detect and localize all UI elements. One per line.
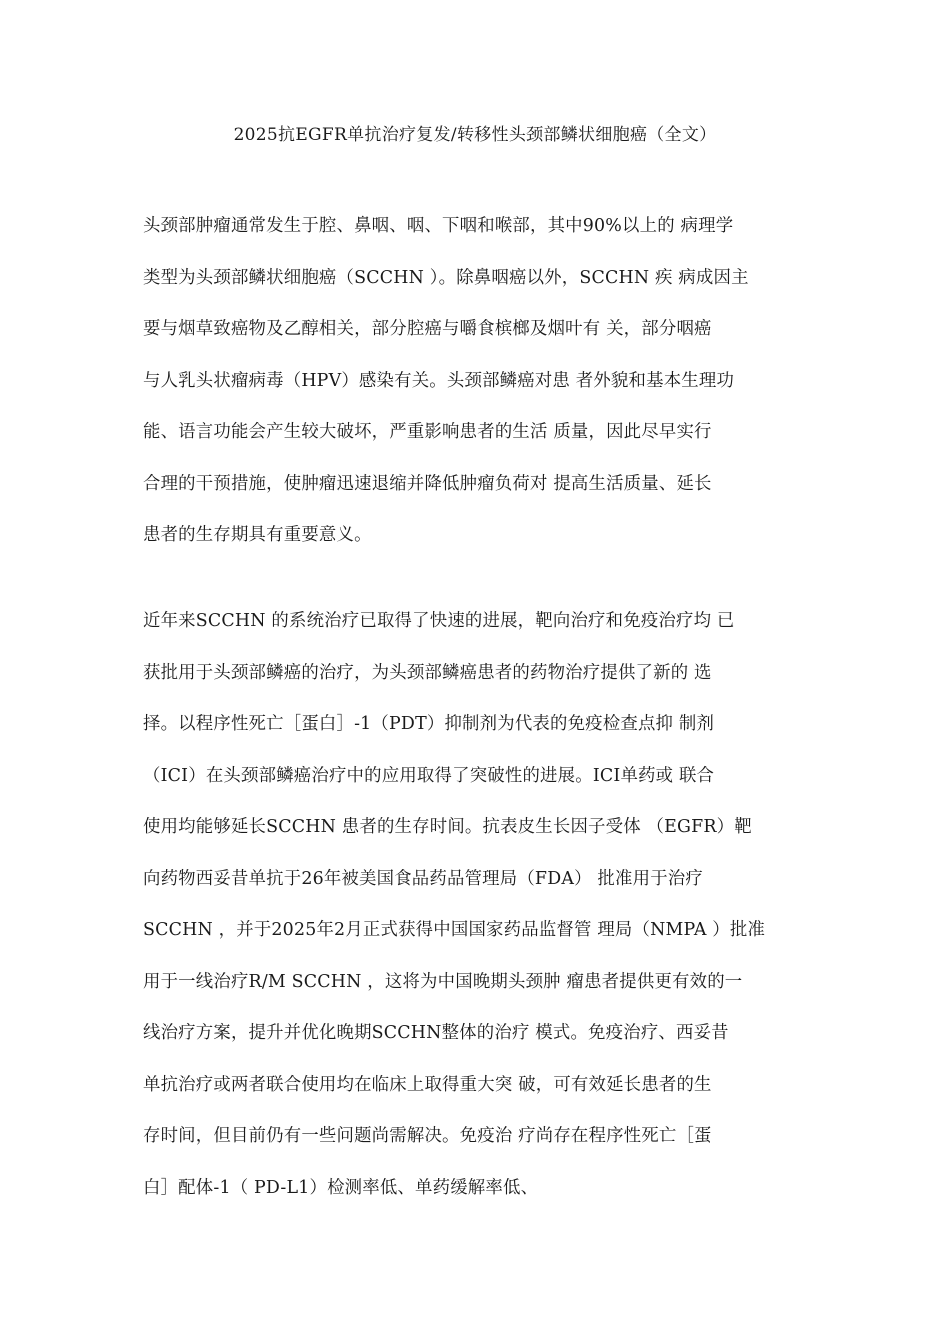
text-line: 合理的干预措施，使肿瘤迅速退缩并降低肿瘤负荷对 提高生活质量、延长 xyxy=(143,473,712,494)
text-line: 线治疗方案，提升并优化晚期SCCHN整体的治疗 模式。免疫治疗、西妥昔 xyxy=(143,1023,729,1043)
text-line: 择。以程序性死亡［蛋白］-1（PDT）抑制剂为代表的免疫检查点抑 制剂 xyxy=(143,714,715,734)
paragraph-1 xyxy=(143,201,823,562)
text-line: 白］配体-1（ PD-L1）检测率低、单药缓解率低、 xyxy=(143,1177,539,1198)
paragraph-2 xyxy=(143,596,823,1214)
text-line: 类型为头颈部鳞状细胞癌（SCCHN ）。除鼻咽癌以外，SCCHN 疾 病成因主 xyxy=(143,267,749,288)
text-line: 向药物西妥昔单抗于26年被美国食品药品管理局（FDA） 批准用于治疗 xyxy=(143,868,703,889)
text-line: 存时间，但目前仍有一些问题尚需解决。免疫治 疗尚存在程序性死亡［蛋 xyxy=(143,1126,712,1146)
text-line: 患者的生存期具有重要意义。 xyxy=(143,525,372,545)
text-line: 单抗治疗或两者联合使用均在临床上取得重大突 破，可有效延长患者的生 xyxy=(143,1074,712,1095)
text-line: SCCHN ，并于2025年2月正式获得中国国家药品监督管 理局（NMPA ）批准 xyxy=(143,920,766,940)
text-line: 头颈部肿瘤通常发生于腔、鼻咽、咽、下咽和喉部，其中90%以上的 病理学 xyxy=(143,216,734,236)
text-line: 获批用于头颈部鳞癌的治疗，为头颈部鳞癌患者的药物治疗提供了新的 选 xyxy=(143,662,712,683)
text-line: 近年来SCCHN 的系统治疗已取得了快速的进展，靶向治疗和免疫治疗均 已 xyxy=(143,611,735,631)
text-line: 用于一线治疗R/M SCCHN ，这将为中国晚期头颈肿 瘤患者提供更有效的一 xyxy=(143,971,743,992)
text-line: 要与烟草致癌物及乙醇相关，部分腔癌与嚼食槟榔及烟叶有 关，部分咽癌 xyxy=(143,319,712,339)
text-line: 能、语言功能会产生较大破坏，严重影响患者的生活 质量，因此尽早实行 xyxy=(143,422,712,442)
document-title: 2025抗EGFR单抗治疗复发/转移性头颈部鳞状细胞癌（全文） xyxy=(233,125,717,145)
text-line: （ICI）在头颈部鳞癌治疗中的应用取得了突破性的进展。ICI单药或 联合 xyxy=(143,765,715,786)
text-line: 与人乳头状瘤病毒（HPV）感染有关。头颈部鳞癌对患 者外貌和基本生理功 xyxy=(143,370,735,391)
text-line: 使用均能够延长SCCHN 患者的生存时间。抗表皮生长因子受体 （EGFR）靶 xyxy=(143,817,752,837)
